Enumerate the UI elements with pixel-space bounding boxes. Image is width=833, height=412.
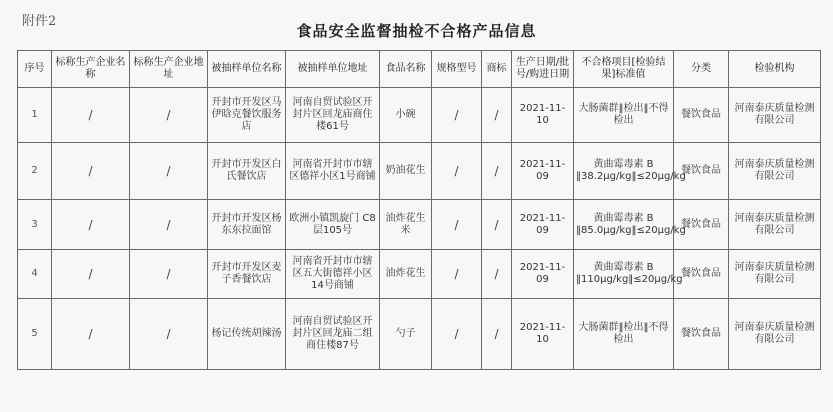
cell-date: 2021-11-09 [512,143,574,200]
cell-producer-address: / [130,143,208,200]
cell-food-name: 油炸花生 [380,250,432,299]
cell-index: 1 [18,88,52,143]
header-producer-address: 标称生产企业地址 [130,51,208,88]
cell-brand: / [482,143,512,200]
cell-sampled-unit-name: 开封市开发区马伊晗克餐饮服务店 [208,88,286,143]
cell-food-name: 油炸花生米 [380,200,432,250]
header-sampled-unit-name: 被抽样单位名称 [208,51,286,88]
cell-producer-address: / [130,250,208,299]
table-header-row [18,51,821,88]
header-failed-item: 不合格项目[检验结果]标准值 [574,51,674,88]
cell-date: 2021-11-10 [512,299,574,370]
cell-spec: / [432,143,482,200]
cell-sampled-unit-address: 欧洲小镇凯旋门 C8 层105号 [286,200,380,250]
cell-brand: / [482,200,512,250]
cell-failed-item: 黄曲霉毒素 B ‖110μg/kg‖≤20μg/kg [574,250,674,299]
cell-spec: / [432,299,482,370]
cell-index: 3 [18,200,52,250]
cell-spec: / [432,250,482,299]
cell-producer-address: / [130,299,208,370]
header-agency: 检验机构 [729,51,821,88]
header-date: 生产日期/批号/购进日期 [512,51,574,88]
header-category: 分类 [674,51,729,88]
cell-food-name: 勺子 [380,299,432,370]
cell-food-name: 奶油花生 [380,143,432,200]
cell-sampled-unit-name: 开封市开发区杨东东拉面馆 [208,200,286,250]
cell-producer-name: / [52,299,130,370]
cell-failed-item: 黄曲霉毒素 B ‖85.0μg/kg‖≤20μg/kg [574,200,674,250]
cell-producer-name: / [52,200,130,250]
header-sampled-unit-address: 被抽样单位地址 [286,51,380,88]
cell-category: 餐饮食品 [674,299,729,370]
cell-agency: 河南泰庆质量检测有限公司 [729,143,821,200]
cell-sampled-unit-name: 杨记传统胡辣汤 [208,299,286,370]
cell-date: 2021-11-09 [512,200,574,250]
header-food-name: 食品名称 [380,51,432,88]
cell-index: 4 [18,250,52,299]
cell-brand: / [482,250,512,299]
cell-failed-item: 大肠菌群‖检出‖不得检出 [574,88,674,143]
cell-producer-name: / [52,88,130,143]
cell-category: 餐饮食品 [674,200,729,250]
attachment-label: 附件2 [22,14,57,29]
table-row [18,143,821,200]
cell-failed-item: 大肠菌群‖检出‖不得检出 [574,299,674,370]
cell-date: 2021-11-10 [512,88,574,143]
cell-category: 餐饮食品 [674,143,729,200]
table-row [18,200,821,250]
cell-agency: 河南泰庆质量检测有限公司 [729,88,821,143]
cell-sampled-unit-address: 河南自贸试验区开封片区回龙庙商住楼61号 [286,88,380,143]
cell-spec: / [432,200,482,250]
inspection-results-table [17,50,821,370]
cell-producer-address: / [130,200,208,250]
cell-sampled-unit-address: 河南自贸试验区开封片区回龙庙二组商住楼87号 [286,299,380,370]
table-row [18,88,821,143]
cell-sampled-unit-address: 河南省开封市市辖区五大街德祥小区14号商铺 [286,250,380,299]
table-row [18,299,821,370]
header-spec: 规格型号 [432,51,482,88]
header-index: 序号 [18,51,52,88]
cell-spec: / [432,88,482,143]
cell-agency: 河南泰庆质量检测有限公司 [729,299,821,370]
cell-agency: 河南泰庆质量检测有限公司 [729,200,821,250]
cell-index: 5 [18,299,52,370]
cell-sampled-unit-address: 河南省开封市市辖区德祥小区1号商铺 [286,143,380,200]
header-producer-name: 标称生产企业名称 [52,51,130,88]
cell-producer-address: / [130,88,208,143]
cell-sampled-unit-name: 开封市开发区白氏餐饮店 [208,143,286,200]
cell-producer-name: / [52,250,130,299]
cell-brand: / [482,88,512,143]
cell-category: 餐饮食品 [674,88,729,143]
cell-producer-name: / [52,143,130,200]
cell-index: 2 [18,143,52,200]
cell-failed-item: 黄曲霉毒素 B ‖38.2μg/kg‖≤20μg/kg [574,143,674,200]
header-brand: 商标 [482,51,512,88]
cell-brand: / [482,299,512,370]
cell-agency: 河南泰庆质量检测有限公司 [729,250,821,299]
cell-food-name: 小碗 [380,88,432,143]
cell-date: 2021-11-09 [512,250,574,299]
document-title: 食品安全监督抽检不合格产品信息 [296,22,537,40]
cell-category: 餐饮食品 [674,250,729,299]
table-row [18,250,821,299]
cell-sampled-unit-name: 开封市开发区麦子香餐饮店 [208,250,286,299]
